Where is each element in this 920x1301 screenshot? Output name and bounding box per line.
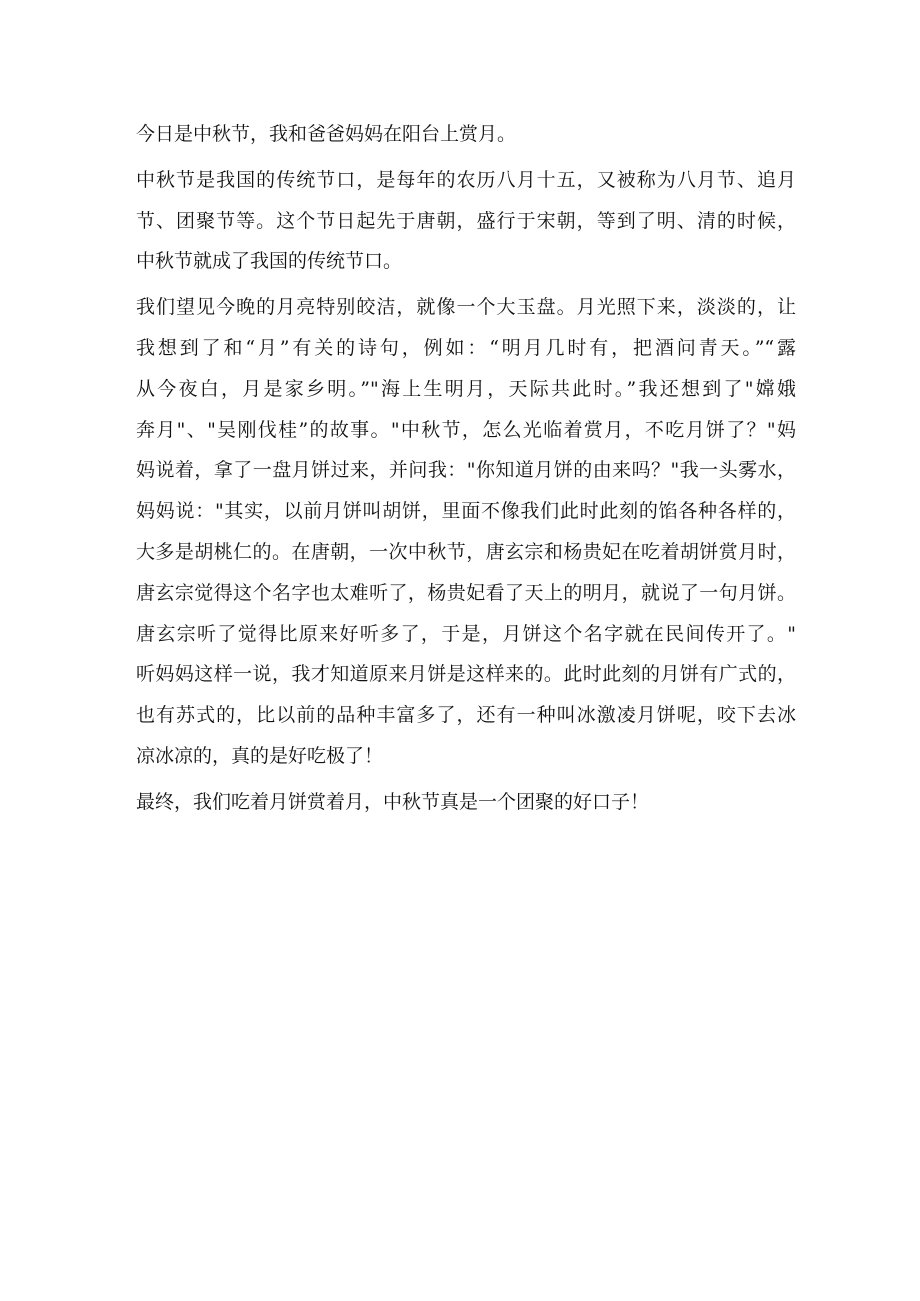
- text-line: 从今夜白，月是家乡明。”"海上生明月，天际共此时。”我还想到了"嫦娥: [136, 377, 796, 400]
- paragraph-2: [136, 160, 796, 282]
- text-line: 大多是胡桃仁的。在唐朝，一次中秋节，唐玄宗和杨贵妃在吃着胡饼赏月时，: [136, 540, 796, 563]
- text-line: 中秋节是我国的传统节口，是每年的农历八月十五，又被称为八月节、追月: [136, 168, 796, 191]
- text-line: 奔月"、"吴刚伐桂”的故事。"中秋节，怎么光临着赏月，不吃月饼了？"妈: [136, 418, 796, 441]
- text-line: 也有苏式的，比以前的品种丰富多了，还有一种叫冰激凌月饼呢，咬下去冰: [136, 704, 796, 727]
- text-line: 中秋节就成了我国的传统节口。: [136, 250, 403, 273]
- text-line: 最终，我们吃着月饼赏着月，中秋节真是一个团聚的好口子！: [136, 790, 650, 813]
- text-line: 节、团聚节等。这个节日起先于唐朝，盛行于宋朝，等到了明、清的时候，: [136, 209, 796, 232]
- paragraph-3: [136, 287, 796, 777]
- text-line: 我想到了和“月”有关的诗句，例如：“明月几时有，把酒问青天。”“露: [136, 336, 796, 359]
- paragraph-1: [136, 114, 796, 155]
- document-body: [136, 114, 796, 828]
- text-line: 今日是中秋节，我和爸爸妈妈在阳台上赏月。: [136, 123, 517, 145]
- paragraph-4: [136, 782, 796, 823]
- text-line: 妈妈说："其实，以前月饼叫胡饼，里面不像我们此时此刻的馅各种各样的，: [136, 500, 796, 523]
- text-line: 唐玄宗听了觉得比原来好听多了，于是，月饼这个名字就在民间传开了。": [136, 622, 796, 645]
- text-line: 听妈妈这样一说，我才知道原来月饼是这样来的。此时此刻的月饼有广式的，: [136, 663, 796, 686]
- text-line: 凉冰凉的，真的是好吃极了！: [136, 744, 384, 767]
- text-line: 我们望见今晚的月亮特别皎洁，就像一个大玉盘。月光照下来，淡淡的，让: [136, 296, 796, 319]
- text-line: 唐玄宗觉得这个名字也太难听了，杨贵妃看了天上的明月，就说了一句月饼。: [136, 581, 796, 604]
- text-line: 妈说着，拿了一盘月饼过来，并问我："你知道月饼的由来吗？"我一头雾水，: [136, 459, 796, 482]
